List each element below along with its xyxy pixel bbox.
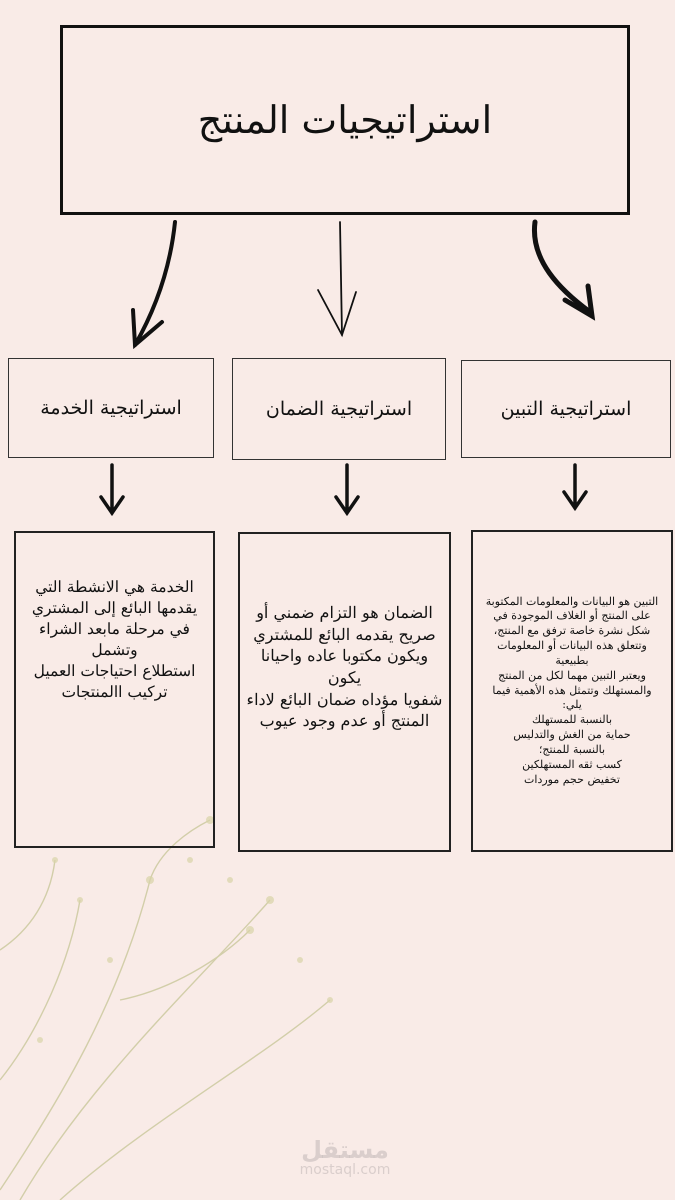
service-description: [14, 531, 215, 848]
arrow-to-right-strategy: [534, 222, 590, 312]
text-line: على المنتج أو الغلاف الموجودة في: [493, 609, 651, 623]
text-line: وتشمل: [91, 640, 138, 659]
text-line: بالنسبة للمنتج؛: [538, 742, 606, 756]
text-line: تركيب االمنتجات: [61, 682, 168, 701]
text-line: المنتج أو عدم وجود عيوب: [259, 711, 430, 731]
down-arrow-right: [564, 465, 586, 508]
text-line: يقدمها البائع إلى المشتري: [31, 598, 198, 617]
page-title: استراتيجيات المنتج: [60, 25, 630, 215]
text-line: حماية من الغش والتدليس: [513, 728, 631, 742]
text-line: في مرحلة مابعد الشراء: [39, 619, 190, 638]
strategy-header-warranty: استراتيجية الضمان: [232, 358, 446, 460]
arrow-to-middle-strategy: [340, 222, 342, 335]
text-line: يلي:: [562, 698, 582, 712]
watermark: [280, 1138, 410, 1178]
text-line: ويكون مكتوبا عاده واحيانا يكون: [260, 646, 429, 687]
text-line: الخدمة هي الانشطة التي: [35, 578, 194, 596]
text-line: وتتعلق هذه البيانات أو المعلومات: [497, 639, 647, 653]
text-line: بالنسبة للمستهلك: [531, 713, 613, 727]
text-line: استطلاع احتياجات العميل: [33, 661, 196, 680]
text-line: الضمان هو التزام ضمني أو: [256, 603, 433, 623]
text-line: شفويا مؤداه ضمان البائع لاداء: [246, 689, 443, 709]
strategy-header-labeling: استراتيجية التبين: [461, 360, 671, 458]
text-line: بطبيعية: [555, 653, 589, 667]
watermark-logo: مستقل: [301, 1136, 389, 1164]
text-line: التبين هو البيانات والمعلومات المكتوبة: [485, 594, 659, 608]
text-line: تخفيض حجم موردات: [524, 772, 620, 786]
warranty-description: [238, 532, 451, 852]
arrowhead-middle: [318, 290, 356, 335]
down-arrow-middle: [336, 465, 358, 513]
down-arrow-left: [101, 465, 123, 513]
text-line: والمستهلك وتتمثل هذه الأهمية فيما: [492, 683, 652, 697]
labeling-description: [471, 530, 673, 852]
text-line: صريح يقدمه البائع للمشتري: [253, 624, 436, 644]
watermark-domain: mostaql.com: [299, 1162, 391, 1178]
text-line: كسب ثقه المستهلكين: [522, 757, 622, 771]
strategy-header-service: استراتيجية الخدمة: [8, 358, 214, 458]
text-line: شكل نشرة خاصة ترفق مع المنتج،: [493, 624, 651, 638]
text-line: ويعتبر التبين مهما لكل من المنتج: [498, 668, 646, 682]
